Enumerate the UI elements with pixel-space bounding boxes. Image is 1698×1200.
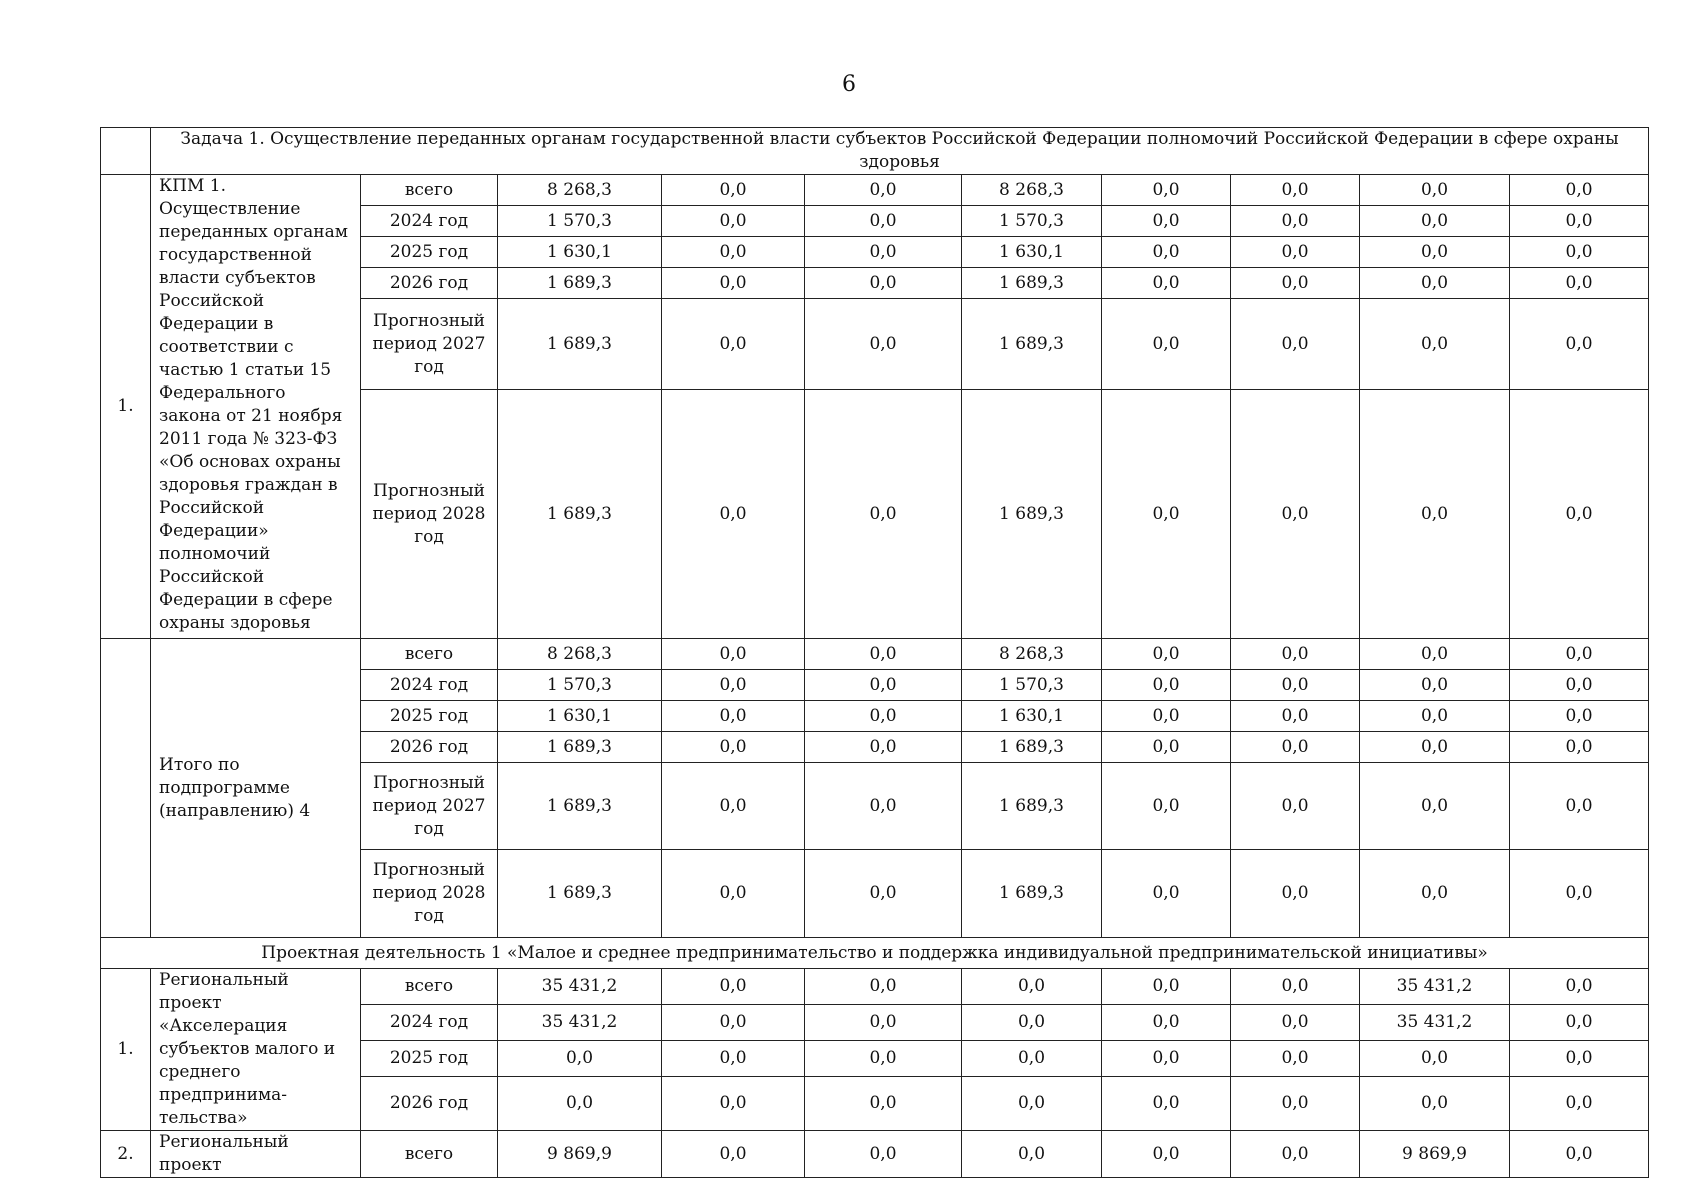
value-cell: 0,0: [1231, 206, 1360, 237]
value-cell: 0,0: [805, 237, 962, 268]
value-cell: 35 431,2: [498, 1005, 662, 1041]
value-cell: 0,0: [662, 639, 805, 670]
value-cell: 0,0: [1102, 299, 1231, 390]
value-cell: 0,0: [1510, 732, 1649, 763]
value-cell: 0,0: [805, 732, 962, 763]
period-cell: 2025 год: [361, 701, 498, 732]
value-cell: 0,0: [1360, 299, 1510, 390]
value-cell: 0,0: [662, 1005, 805, 1041]
value-cell: 0,0: [962, 1077, 1102, 1131]
row-number: 1.: [101, 969, 151, 1131]
value-cell: 0,0: [1231, 701, 1360, 732]
value-cell: 0,0: [1360, 175, 1510, 206]
value-cell: 0,0: [1510, 1041, 1649, 1077]
value-cell: 1 570,3: [498, 670, 662, 701]
value-cell: 0,0: [805, 1131, 962, 1178]
value-cell: 0,0: [1360, 701, 1510, 732]
value-cell: 1 689,3: [498, 299, 662, 390]
item-name: Региональный проект «Акселерация субъектов малого и среднего предпринима-тельства»: [151, 969, 361, 1131]
value-cell: 0,0: [1510, 1131, 1649, 1178]
value-cell: 0,0: [1510, 670, 1649, 701]
value-cell: 0,0: [1102, 1005, 1231, 1041]
value-cell: 0,0: [805, 1005, 962, 1041]
value-cell: 35 431,2: [1360, 969, 1510, 1005]
item-name: Региональный проект: [151, 1131, 361, 1178]
value-cell: 0,0: [498, 1041, 662, 1077]
value-cell: 0,0: [1231, 1077, 1360, 1131]
value-cell: 0,0: [1231, 299, 1360, 390]
value-cell: 0,0: [1102, 1131, 1231, 1178]
value-cell: 0,0: [662, 763, 805, 850]
value-cell: 0,0: [1510, 1005, 1649, 1041]
project-section-title: Проектная деятельность 1 «Малое и среднее предпринимательство и поддержка индивидуальной предпринимательской инициативы»: [101, 938, 1649, 969]
value-cell: 1 689,3: [962, 299, 1102, 390]
value-cell: 1 630,1: [962, 701, 1102, 732]
period-cell: всего: [361, 639, 498, 670]
value-cell: 0,0: [805, 206, 962, 237]
period-cell: 2025 год: [361, 1041, 498, 1077]
value-cell: 0,0: [1231, 639, 1360, 670]
period-cell: всего: [361, 1131, 498, 1178]
value-cell: 0,0: [1102, 390, 1231, 639]
value-cell: 1 630,1: [498, 701, 662, 732]
value-cell: 1 689,3: [962, 732, 1102, 763]
value-cell: 1 689,3: [962, 390, 1102, 639]
value-cell: 0,0: [1510, 639, 1649, 670]
row-number: 1.: [101, 175, 151, 639]
value-cell: 8 268,3: [498, 175, 662, 206]
value-cell: 1 689,3: [498, 268, 662, 299]
period-cell: 2026 год: [361, 732, 498, 763]
value-cell: 8 268,3: [962, 175, 1102, 206]
value-cell: 0,0: [962, 969, 1102, 1005]
item-name: КПМ 1. Осуществление переданных органам государственной власти субъектов Российской Федерации в соответствии с частью 1 статьи 15 Федерального закона от 21 ноября 2011 года № 323-ФЗ «Об основах охраны здоровья граждан в Российской Федерации» полномочий Российской Федерации в сфере охраны здоровья: [151, 175, 361, 639]
value-cell: 0,0: [805, 268, 962, 299]
period-cell: Прогнозный период 2028 год: [361, 390, 498, 639]
value-cell: 0,0: [805, 639, 962, 670]
value-cell: 0,0: [1510, 268, 1649, 299]
value-cell: 0,0: [1231, 850, 1360, 938]
value-cell: 0,0: [662, 1131, 805, 1178]
value-cell: 0,0: [1231, 1005, 1360, 1041]
value-cell: 0,0: [1510, 175, 1649, 206]
row-number: 2.: [101, 1131, 151, 1178]
value-cell: 0,0: [1231, 670, 1360, 701]
period-cell: Прогнозный период 2028 год: [361, 850, 498, 938]
value-cell: 9 869,9: [498, 1131, 662, 1178]
period-cell: Прогнозный период 2027 год: [361, 763, 498, 850]
value-cell: 0,0: [662, 175, 805, 206]
row-number: [101, 639, 151, 938]
value-cell: 0,0: [1360, 850, 1510, 938]
value-cell: 0,0: [962, 1041, 1102, 1077]
value-cell: 0,0: [1231, 268, 1360, 299]
value-cell: 0,0: [1510, 763, 1649, 850]
value-cell: 1 689,3: [962, 850, 1102, 938]
value-cell: 9 869,9: [1360, 1131, 1510, 1178]
value-cell: 1 570,3: [962, 670, 1102, 701]
value-cell: 0,0: [1102, 268, 1231, 299]
period-cell: 2026 год: [361, 268, 498, 299]
value-cell: 0,0: [805, 1077, 962, 1131]
value-cell: 1 689,3: [498, 763, 662, 850]
value-cell: 0,0: [1360, 1077, 1510, 1131]
kpm-row: [101, 175, 1649, 206]
value-cell: 0,0: [1102, 1077, 1231, 1131]
value-cell: 1 689,3: [498, 732, 662, 763]
value-cell: 0,0: [1231, 237, 1360, 268]
value-cell: 0,0: [1231, 1131, 1360, 1178]
page-number: 6: [842, 72, 856, 97]
value-cell: 0,0: [662, 390, 805, 639]
value-cell: 0,0: [662, 206, 805, 237]
value-cell: 8 268,3: [498, 639, 662, 670]
value-cell: 0,0: [805, 701, 962, 732]
value-cell: 0,0: [662, 670, 805, 701]
value-cell: 0,0: [1102, 175, 1231, 206]
item-name: Итого по подпрограмме (направлению) 4: [151, 639, 361, 938]
value-cell: 0,0: [1510, 969, 1649, 1005]
value-cell: 0,0: [498, 1077, 662, 1131]
value-cell: 0,0: [662, 1077, 805, 1131]
value-cell: 0,0: [1102, 639, 1231, 670]
value-cell: 0,0: [662, 268, 805, 299]
period-cell: 2024 год: [361, 670, 498, 701]
period-cell: 2024 год: [361, 1005, 498, 1041]
project-section-row: [101, 938, 1649, 969]
value-cell: 0,0: [805, 969, 962, 1005]
value-cell: 0,0: [1360, 670, 1510, 701]
value-cell: 0,0: [1231, 732, 1360, 763]
value-cell: 0,0: [1510, 237, 1649, 268]
value-cell: 0,0: [1231, 390, 1360, 639]
rp2-row: [101, 1131, 1649, 1178]
value-cell: 0,0: [1360, 206, 1510, 237]
value-cell: 1 570,3: [962, 206, 1102, 237]
value-cell: 0,0: [1102, 1041, 1231, 1077]
budget-table: [100, 127, 1649, 1178]
value-cell: 0,0: [1231, 175, 1360, 206]
task-title: Задача 1. Осуществление переданных органам государственной власти субъектов Российской Федерации полномочий Российской Федерации в сфере охраны здоровья: [151, 128, 1649, 175]
value-cell: 1 689,3: [498, 390, 662, 639]
value-cell: 0,0: [1102, 237, 1231, 268]
value-cell: 0,0: [805, 1041, 962, 1077]
value-cell: 0,0: [1360, 390, 1510, 639]
value-cell: 1 689,3: [962, 268, 1102, 299]
value-cell: 0,0: [1510, 206, 1649, 237]
value-cell: 0,0: [1360, 1041, 1510, 1077]
value-cell: 0,0: [1510, 390, 1649, 639]
value-cell: 0,0: [1102, 701, 1231, 732]
value-cell: 0,0: [662, 299, 805, 390]
value-cell: 0,0: [1510, 299, 1649, 390]
value-cell: 35 431,2: [498, 969, 662, 1005]
value-cell: 0,0: [1510, 850, 1649, 938]
value-cell: 1 689,3: [498, 850, 662, 938]
value-cell: 8 268,3: [962, 639, 1102, 670]
period-cell: 2026 год: [361, 1077, 498, 1131]
value-cell: 1 570,3: [498, 206, 662, 237]
value-cell: 0,0: [1510, 1077, 1649, 1131]
value-cell: 1 630,1: [498, 237, 662, 268]
value-cell: 0,0: [1360, 732, 1510, 763]
value-cell: 0,0: [662, 701, 805, 732]
value-cell: 0,0: [1102, 732, 1231, 763]
value-cell: 0,0: [662, 1041, 805, 1077]
value-cell: 0,0: [1360, 639, 1510, 670]
value-cell: 0,0: [1360, 268, 1510, 299]
value-cell: 0,0: [805, 850, 962, 938]
value-cell: 0,0: [962, 1131, 1102, 1178]
value-cell: 0,0: [805, 390, 962, 639]
value-cell: 1 630,1: [962, 237, 1102, 268]
value-cell: 0,0: [1231, 1041, 1360, 1077]
value-cell: 0,0: [805, 763, 962, 850]
value-cell: 0,0: [662, 850, 805, 938]
value-cell: 0,0: [962, 1005, 1102, 1041]
value-cell: 0,0: [1102, 850, 1231, 938]
value-cell: 0,0: [662, 237, 805, 268]
value-cell: 0,0: [1102, 969, 1231, 1005]
value-cell: 0,0: [1102, 763, 1231, 850]
value-cell: 0,0: [1102, 670, 1231, 701]
value-cell: 1 689,3: [962, 763, 1102, 850]
value-cell: 0,0: [805, 299, 962, 390]
value-cell: 0,0: [1360, 763, 1510, 850]
total-row: [101, 639, 1649, 670]
value-cell: 0,0: [1231, 763, 1360, 850]
period-cell: Прогнозный период 2027 год: [361, 299, 498, 390]
value-cell: 0,0: [1360, 237, 1510, 268]
task-row: [101, 128, 1649, 175]
value-cell: 0,0: [1102, 206, 1231, 237]
value-cell: 0,0: [805, 670, 962, 701]
period-cell: всего: [361, 969, 498, 1005]
period-cell: 2024 год: [361, 206, 498, 237]
task-num-cell: [101, 128, 151, 175]
value-cell: 0,0: [662, 969, 805, 1005]
rp1-row: [101, 969, 1649, 1005]
value-cell: 0,0: [662, 732, 805, 763]
value-cell: 0,0: [1231, 969, 1360, 1005]
period-cell: 2025 год: [361, 237, 498, 268]
value-cell: 0,0: [805, 175, 962, 206]
period-cell: всего: [361, 175, 498, 206]
value-cell: 0,0: [1510, 701, 1649, 732]
value-cell: 35 431,2: [1360, 1005, 1510, 1041]
